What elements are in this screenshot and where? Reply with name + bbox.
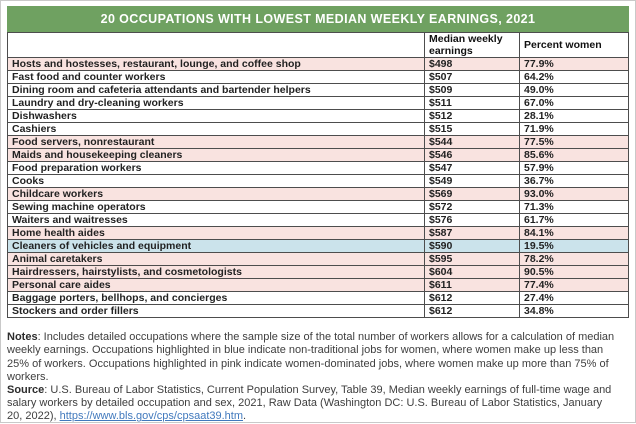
notes-paragraph	[7, 331, 615, 384]
earnings-cell: $612	[425, 305, 520, 318]
percent-cell: 78.2%	[520, 253, 629, 266]
earnings-cell: $498	[425, 58, 520, 71]
occupation-cell: Fast food and counter workers	[8, 71, 425, 84]
occupation-cell: Food preparation workers	[8, 162, 425, 175]
table-row	[8, 149, 629, 162]
table-row	[8, 266, 629, 279]
page-title: 20 OCCUPATIONS WITH LOWEST MEDIAN WEEKLY EARNINGS, 2021	[7, 6, 629, 32]
occupation-cell: Stockers and order fillers	[8, 305, 425, 318]
earnings-cell: $509	[425, 84, 520, 97]
percent-cell: 90.5%	[520, 266, 629, 279]
source-paragraph	[7, 384, 615, 424]
source-link[interactable]: https://www.bls.gov/cps/cpsaat39.htm	[59, 410, 244, 423]
earnings-cell: $511	[425, 97, 520, 110]
occupation-cell: Cooks	[8, 175, 425, 188]
percent-cell: 49.0%	[520, 84, 629, 97]
percent-cell: 85.6%	[520, 149, 629, 162]
earnings-table	[7, 32, 629, 318]
source-text: : U.S. Bureau of Labor Statistics, Current Population Survey, Table 39, Median weekly earnings of full-time wage and salary workers by detailed occupation and sex, 2021, Raw Data (Washington DC: U.S. Bureau of Labor Statistics, January 20, 2022),	[7, 383, 612, 423]
table-row	[8, 253, 629, 266]
occupation-cell: Hosts and hostesses, restaurant, lounge, and coffee shop	[8, 58, 425, 71]
table-row	[8, 305, 629, 318]
occupation-cell: Cashiers	[8, 123, 425, 136]
percent-cell: 84.1%	[520, 227, 629, 240]
occupation-cell: Animal caretakers	[8, 253, 425, 266]
report-page	[1, 1, 635, 424]
earnings-cell: $590	[425, 240, 520, 253]
table-row	[8, 123, 629, 136]
percent-cell: 19.5%	[520, 240, 629, 253]
percent-cell: 57.9%	[520, 162, 629, 175]
occupation-cell: Waiters and waitresses	[8, 214, 425, 227]
table-row	[8, 279, 629, 292]
table-row	[8, 162, 629, 175]
occupation-cell: Dining room and cafeteria attendants and bartender helpers	[8, 84, 425, 97]
source-label: Source	[7, 383, 45, 396]
table-row	[8, 227, 629, 240]
percent-cell: 36.7%	[520, 175, 629, 188]
table-row	[8, 201, 629, 214]
source-link-suffix: .	[243, 410, 247, 423]
earnings-cell: $544	[425, 136, 520, 149]
notes-text: : Includes detailed occupations where the sample size of the total number of workers allows for a calculation of median weekly earnings. Occupations highlighted in blue indicate non-traditional jobs for women, where women make up less than 25% of workers. Occupations highlighted in pink indicate women-dominated jobs, where women make up more than 75% of workers.	[7, 331, 615, 383]
earnings-cell: $612	[425, 292, 520, 305]
earnings-cell: $604	[425, 266, 520, 279]
percent-cell: 27.4%	[520, 292, 629, 305]
occupation-cell: Dishwashers	[8, 110, 425, 123]
col-header-percent: Percent women	[520, 33, 629, 58]
col-header-occupation	[8, 33, 425, 58]
header-row	[8, 33, 629, 58]
percent-cell: 67.0%	[520, 97, 629, 110]
percent-cell: 28.1%	[520, 110, 629, 123]
percent-cell: 34.8%	[520, 305, 629, 318]
occupation-cell: Laundry and dry-cleaning workers	[8, 97, 425, 110]
notes-label: Notes	[7, 331, 38, 344]
percent-cell: 61.7%	[520, 214, 629, 227]
table-row	[8, 58, 629, 71]
percent-cell: 77.4%	[520, 279, 629, 292]
earnings-cell: $547	[425, 162, 520, 175]
earnings-cell: $512	[425, 110, 520, 123]
percent-cell: 71.9%	[520, 123, 629, 136]
earnings-cell: $595	[425, 253, 520, 266]
table-row	[8, 292, 629, 305]
earnings-cell: $572	[425, 201, 520, 214]
percent-cell: 71.3%	[520, 201, 629, 214]
table-row	[8, 71, 629, 84]
occupation-cell: Cleaners of vehicles and equipment	[8, 240, 425, 253]
percent-cell: 93.0%	[520, 188, 629, 201]
percent-cell: 77.5%	[520, 136, 629, 149]
table-row	[8, 136, 629, 149]
earnings-cell: $507	[425, 71, 520, 84]
table-row	[8, 188, 629, 201]
earnings-cell: $576	[425, 214, 520, 227]
occupation-cell: Childcare workers	[8, 188, 425, 201]
occupation-cell: Food servers, nonrestaurant	[8, 136, 425, 149]
table-body	[8, 58, 629, 318]
occupation-cell: Baggage porters, bellhops, and concierges	[8, 292, 425, 305]
earnings-cell: $587	[425, 227, 520, 240]
table-row	[8, 97, 629, 110]
occupation-cell: Personal care aides	[8, 279, 425, 292]
occupation-cell: Home health aides	[8, 227, 425, 240]
occupation-cell: Maids and housekeeping cleaners	[8, 149, 425, 162]
table-row	[8, 110, 629, 123]
earnings-cell: $546	[425, 149, 520, 162]
occupation-cell: Sewing machine operators	[8, 201, 425, 214]
percent-cell: 77.9%	[520, 58, 629, 71]
earnings-cell: $515	[425, 123, 520, 136]
table-row	[8, 175, 629, 188]
table-row	[8, 214, 629, 227]
occupation-cell: Hairdressers, hairstylists, and cosmetologists	[8, 266, 425, 279]
percent-cell: 64.2%	[520, 71, 629, 84]
table-row	[8, 240, 629, 253]
col-header-earnings: Median weekly earnings	[425, 33, 520, 58]
earnings-cell: $611	[425, 279, 520, 292]
table-row	[8, 84, 629, 97]
earnings-cell: $549	[425, 175, 520, 188]
earnings-cell: $569	[425, 188, 520, 201]
